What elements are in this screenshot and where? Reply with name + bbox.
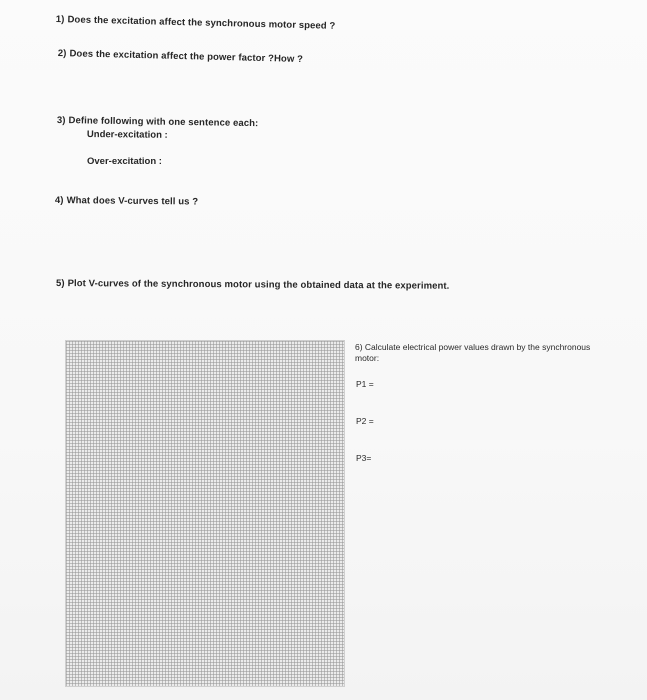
graph-paper-grid	[65, 340, 345, 687]
question-1-number: 1)	[55, 14, 65, 26]
question-4-number: 4)	[54, 195, 64, 207]
question-6-text: 6) Calculate electrical power values drawn by the synchronous motor:	[355, 342, 591, 363]
question-3-text: Define following with one sentence each:	[68, 115, 259, 130]
question-5	[56, 278, 450, 292]
question-2-number: 2)	[57, 48, 67, 60]
question-2-text: Does the excitation affect the power factor ?How ?	[69, 48, 304, 65]
question-1-text: Does the excitation affect the synchronous motor speed ?	[67, 14, 336, 32]
question-3-number: 3)	[56, 115, 66, 127]
question-4	[55, 195, 198, 207]
over-excitation-label: Over-excitation :	[87, 156, 162, 167]
question-5-number: 5)	[55, 278, 65, 290]
under-excitation-label: Under-excitation :	[86, 129, 168, 141]
question-3	[57, 115, 259, 129]
question-1	[56, 14, 336, 32]
p2-label: P2 =	[356, 416, 374, 426]
p1-label: P1 =	[356, 379, 374, 389]
question-4-text: What does V-curves tell us ?	[66, 195, 199, 208]
question-5-text: Plot V-curves of the synchronous motor using the obtained data at the experiment.	[67, 278, 450, 292]
question-2	[58, 48, 303, 65]
p3-label: P3=	[356, 453, 372, 463]
